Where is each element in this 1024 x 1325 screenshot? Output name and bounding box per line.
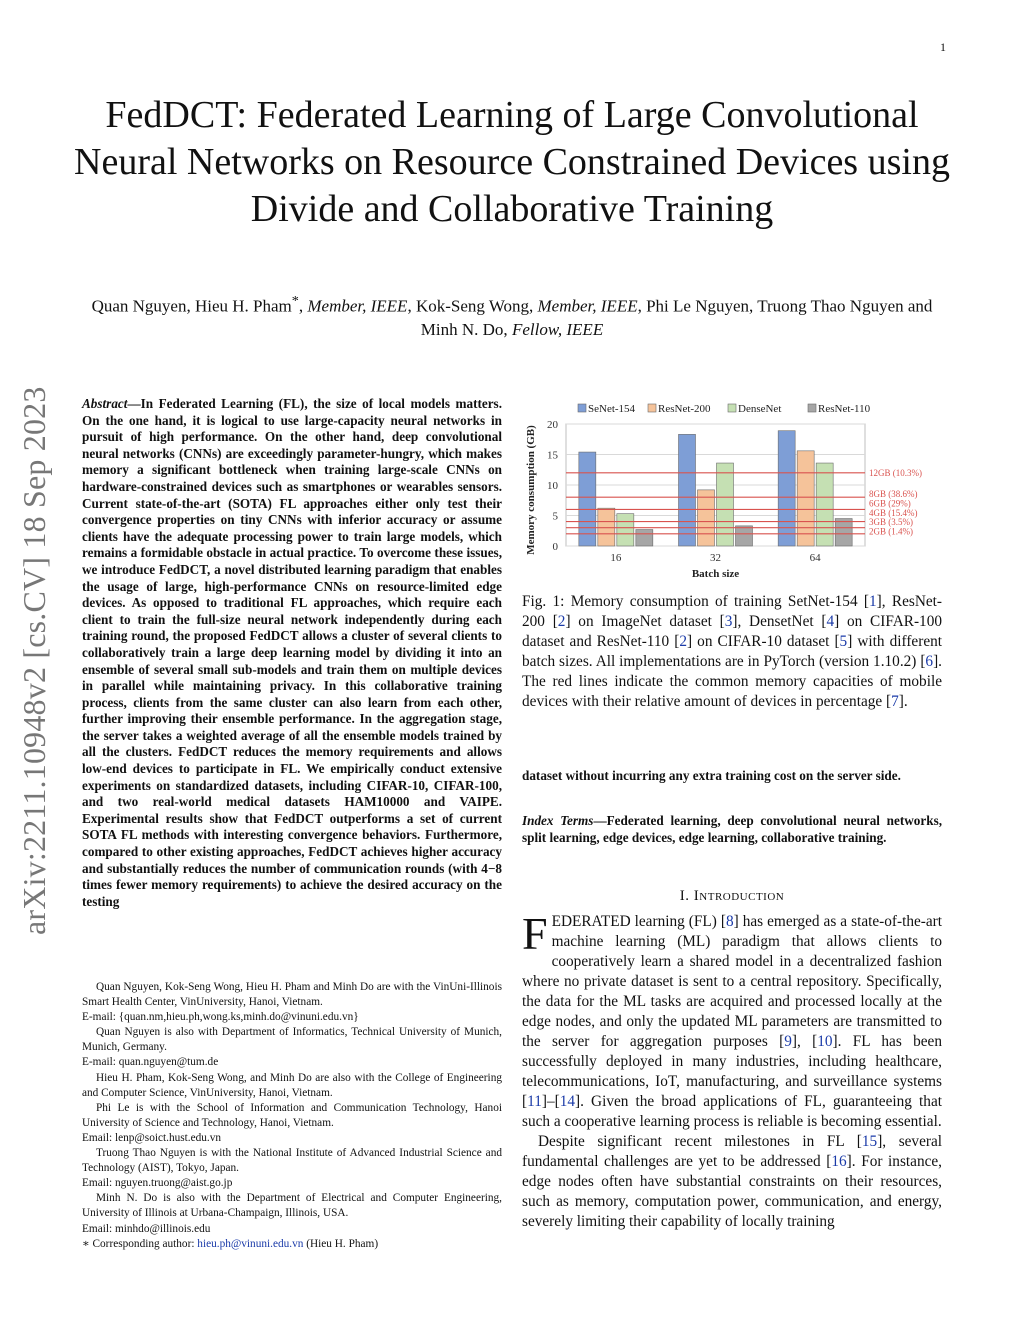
introduction-body bbox=[522, 908, 943, 1232]
corresponding-author bbox=[82, 1237, 502, 1252]
y-tick-label: 0 bbox=[552, 541, 558, 553]
membership-1: Member, IEEE bbox=[307, 296, 408, 316]
footnote-5: Hieu H. Pham, Kok-Seng Wong, and Minh Do are also with the College of Engineering and Computer Science, VinUniversity, Hanoi, Vietnam. bbox=[82, 1071, 502, 1099]
reference-label: 4GB (15.4%) bbox=[869, 507, 918, 518]
y-tick-label: 20 bbox=[547, 419, 558, 431]
chart-axes bbox=[525, 419, 821, 580]
footnote-2: E-mail: {quan.nm,hieu.ph,wong.ks,minh.do@vinuni.edu.vn} bbox=[82, 1011, 359, 1024]
x-tick-label: 64 bbox=[809, 552, 821, 564]
legend-label: ResNet-200 bbox=[658, 403, 711, 415]
index-terms-dash: — bbox=[593, 813, 607, 828]
legend-label: ResNet-110 bbox=[818, 403, 871, 415]
x-tick-label: 16 bbox=[610, 552, 622, 564]
intro-text: EDERATED learning (FL) [ bbox=[551, 913, 726, 930]
reference-label: 12GB (10.3%) bbox=[869, 467, 922, 478]
intro-text: ]. For instance, edge nodes often have substantial constraints on their resources, such as memory, computation power, communication, and energy, severely limiting their capability of locally training bbox=[522, 1153, 942, 1230]
intro-text: ] has emerged as a state-of-the-art machine learning (ML) paradigm that allows clients to cooperatively learn a shared model in a decentralized fashion where no private dataset is sent to a central repository. Specifically, the data for the ML tasks are acquired and processed locally at the edge nodes, and only the updated ML parameters are transmitted to the server for aggregation purposes [ bbox=[522, 913, 943, 1050]
paper-title: FedDCT: Federated Learning of Large Convolutional Neural Networks on Resource Constrained Devices using Divide and Collaborative Training bbox=[74, 94, 950, 230]
caption-ref-7[interactable]: 6 bbox=[925, 653, 934, 670]
membership-3: Fellow, IEEE bbox=[511, 319, 604, 339]
index-terms bbox=[522, 813, 942, 846]
abstract-continuation: dataset without incurring any extra training cost on the server side. bbox=[522, 768, 901, 783]
caption-text-5: ] on CIFAR-100 dataset and ResNet-110 [ bbox=[522, 613, 942, 650]
section-heading bbox=[522, 888, 942, 905]
corresponding-suffix: (Hieu H. Pham) bbox=[303, 1237, 379, 1250]
intro-text: ]. FL has been successfully deployed in many industries, including healthcare, telecommunications, IoT, manufacturing, and surveillance systems [ bbox=[522, 1033, 942, 1110]
abstract bbox=[82, 396, 502, 910]
page-number: 1 bbox=[940, 40, 946, 54]
x-tick-label: 32 bbox=[710, 552, 721, 564]
bar-resnet-110-16 bbox=[636, 530, 653, 546]
caption-text-4: ], DensetNet [ bbox=[732, 613, 827, 630]
intro-text: ], [ bbox=[791, 1033, 818, 1050]
bar-senet-154-64 bbox=[778, 431, 795, 546]
caption-text-8: ]. The red lines indicate the common memory capacities of mobile devices with their relative amount of devices in percentage [ bbox=[522, 653, 942, 710]
caption-text-3: ] on ImageNet dataset [ bbox=[565, 613, 725, 630]
legend-swatch bbox=[808, 404, 816, 412]
footnote-8: Truong Thao Nguyen is with the National Institute of Advanced Industrial Science and Technology (AIST), Tokyo, Japan. bbox=[82, 1147, 502, 1175]
chart-bars bbox=[579, 431, 852, 546]
bar-senet-154-16 bbox=[579, 452, 596, 546]
footnote-9: Email: nguyen.truong@aist.go.jp bbox=[82, 1177, 233, 1190]
bar-senet-154-32 bbox=[679, 434, 696, 546]
index-terms-text: Federated learning, deep convolutional neural networks, split learning, edge devices, edge learning, collaborative training. bbox=[522, 813, 942, 845]
caption-ref-6[interactable]: 5 bbox=[839, 633, 848, 650]
footnote-4: E-mail: quan.nguyen@tum.de bbox=[82, 1056, 219, 1069]
footnote-10: Minh N. Do is also with the Department of Electrical and Computer Engineering, University of Illinois at Urbana-Champaign, Illinois, USA. bbox=[82, 1192, 502, 1220]
intro-text: Despite significant recent milestones in FL [ bbox=[538, 1133, 862, 1150]
bar-resnet-110-64 bbox=[835, 519, 852, 546]
bar-resnet-200-64 bbox=[797, 451, 814, 546]
caption-ref-1[interactable]: 1 bbox=[869, 593, 877, 610]
authors-sep-1: , bbox=[298, 296, 308, 316]
intro-ref[interactable]: 14 bbox=[559, 1093, 575, 1110]
author-list bbox=[80, 290, 944, 341]
caption-ref-2[interactable]: 2 bbox=[557, 613, 566, 630]
legend-swatch bbox=[578, 404, 586, 412]
reference-label: 8GB (38.6%) bbox=[869, 489, 918, 499]
caption-text-9: ]. bbox=[898, 693, 908, 710]
caption-ref-8[interactable]: 7 bbox=[891, 693, 899, 710]
legend-label: DenseNet bbox=[738, 403, 782, 415]
bar-resnet-200-32 bbox=[698, 490, 715, 546]
intro-ref[interactable]: 15 bbox=[861, 1133, 878, 1150]
authors-part-2: , Kok-Seng Wong, bbox=[407, 296, 538, 316]
corresponding-email-link[interactable]: hieu.ph@vinuni.edu.vn bbox=[197, 1237, 304, 1250]
abstract-dash: — bbox=[127, 396, 141, 411]
footnotes bbox=[82, 980, 502, 1252]
section-title: Introduction bbox=[693, 888, 785, 904]
intro-ref[interactable]: 11 bbox=[527, 1093, 542, 1110]
caption-text-1: Fig. 1: Memory consumption of training SetNet-154 [ bbox=[522, 593, 869, 610]
caption-text-6: ] on CIFAR-10 dataset [ bbox=[687, 633, 840, 650]
corresponding-star: * bbox=[291, 293, 299, 309]
footnote-6: Phi Le is with the School of Information and Communication Technology, Hanoi University of Science and Technology, Hanoi, Vietnam. bbox=[82, 1101, 502, 1129]
intro-paragraph-1 bbox=[522, 908, 943, 1132]
footnote-3: Quan Nguyen is also with Department of Informatics, Technical University of Munich, Munich, Germany. bbox=[82, 1026, 502, 1054]
intro-dropcap: F bbox=[522, 908, 548, 959]
footnote-1: Quan Nguyen, Kok-Seng Wong, Hieu H. Pham and Minh Do are with the VinUni-Illinois Smart Health Center, VinUniversity, Hanoi, Vietnam. bbox=[82, 981, 502, 1009]
caption-ref-4[interactable]: 4 bbox=[826, 613, 835, 630]
caption-text-7: ] with different batch sizes. All implementations are in PyTorch (version 1.10.2) [ bbox=[522, 633, 943, 670]
intro-text: ]. Given the broad applications of FL, guaranteeing that such a cooperative learning process is reliable is becoming essential. bbox=[522, 1093, 942, 1130]
intro-paragraph-2 bbox=[522, 1132, 942, 1232]
section-number: I. bbox=[679, 888, 690, 904]
legend-label: SeNet-154 bbox=[588, 403, 636, 415]
y-tick-label: 10 bbox=[547, 480, 558, 492]
intro-ref[interactable]: 10 bbox=[817, 1033, 833, 1050]
reference-label: 3GB (3.5%) bbox=[869, 517, 913, 528]
authors-part-1: Quan Nguyen, Hieu H. Pham bbox=[91, 296, 292, 316]
bar-resnet-200-16 bbox=[598, 508, 615, 546]
y-axis-label: Memory consumption (GB) bbox=[525, 425, 537, 555]
y-tick-label: 15 bbox=[547, 449, 558, 462]
intro-ref[interactable]: 9 bbox=[784, 1033, 792, 1050]
index-terms-label: Index Terms bbox=[522, 813, 594, 828]
intro-text: ], several fundamental challenges are yet to be addressed [ bbox=[522, 1133, 943, 1170]
intro-ref[interactable]: 16 bbox=[831, 1153, 847, 1170]
caption-text-2: ], ResNet-200 [ bbox=[522, 593, 942, 630]
authors-part-3: , Phi Le Nguyen, Truong Thao Nguyen and Minh N. Do, bbox=[420, 296, 933, 339]
bar-densenet-16 bbox=[617, 514, 634, 546]
reference-label: 2GB (1.4%) bbox=[869, 526, 913, 537]
legend-swatch bbox=[648, 404, 656, 412]
figure-caption bbox=[522, 592, 942, 712]
footnote-7: Email: lenp@soict.hust.edu.vn bbox=[82, 1131, 222, 1144]
legend-swatch bbox=[728, 404, 736, 412]
intro-ref[interactable]: 8 bbox=[725, 913, 734, 930]
footnote-11: Email: minhdo@illinois.edu bbox=[82, 1222, 211, 1235]
caption-ref-3[interactable]: 3 bbox=[724, 613, 733, 630]
arxiv-stamp: arXiv:2211.10948v2 [cs.CV] 18 Sep 2023 bbox=[16, 386, 52, 935]
reference-label: 6GB (29%) bbox=[869, 498, 911, 509]
intro-text: ]–[ bbox=[541, 1093, 560, 1110]
chart-legend bbox=[578, 403, 871, 415]
corresponding-prefix: ∗ Corresponding author: bbox=[82, 1237, 198, 1250]
abstract-label: Abstract bbox=[82, 396, 128, 411]
abstract-text: In Federated Learning (FL), the size of local models matters. On the one hand, it is logical to use large-capacity neural networks in pursuit of high performance. On the other hand, deep convolutional neural networks (CNNs) are exceedingly parameter-hungry, which makes memory a significant bottleneck when training large-scale CNNs on hardware-constrained devices such as smartphones or wearables sensors. Current state-of-the-art (SOTA) FL approaches either only test their convergence properties on tiny CNNs with inferior accuracy or assume clients have the adequate processing power to train large models, which remains a formidable obstacle in actual practice. To overcome these issues, we introduce FedDCT, a novel distributed learning paradigm that enables the usage of large, high-performance CNNs on resource-limited edge devices. As opposed to traditional FL approaches, which require each client to train the full-size neural network independently during each training round, the proposed FedDCT allows a cluster of several clients to collaboratively train a large deep learning model by dividing it into an ensemble of several small sub-models and train them on multiple devices in parallel while maintaining privacy. In this collaborative training process, clients from the same cluster can also learn from each other, further improving their ensemble performance. In the aggregation stage, the server takes a weighted average of all the ensemble models trained by all the clusters. FedDCT reduces the memory requirements and allows low-end devices to participate in FL. We empirically conduct extensive experiments on standardized datasets, including CIFAR-10, CIFAR-100, and two real-world medical datasets HAM10000 and VAIPE. Experimental results show that FedDCT outperforms a set of current SOTA FL methods with interesting convergence behaviors. Furthermore, compared to other existing approaches, FedDCT achieves higher accuracy and substantially reduces the number of communication rounds (with 4−8 times fewer memory requirements) to achieve the desired accuracy on the testing bbox=[82, 396, 502, 909]
caption-ref-5[interactable]: 2 bbox=[679, 633, 688, 650]
x-axis-label: Batch size bbox=[691, 568, 740, 580]
bar-resnet-110-32 bbox=[736, 526, 753, 546]
membership-2: Member, IEEE bbox=[537, 296, 638, 316]
memory-bar-chart bbox=[520, 396, 940, 586]
y-tick-label: 5 bbox=[552, 510, 558, 523]
